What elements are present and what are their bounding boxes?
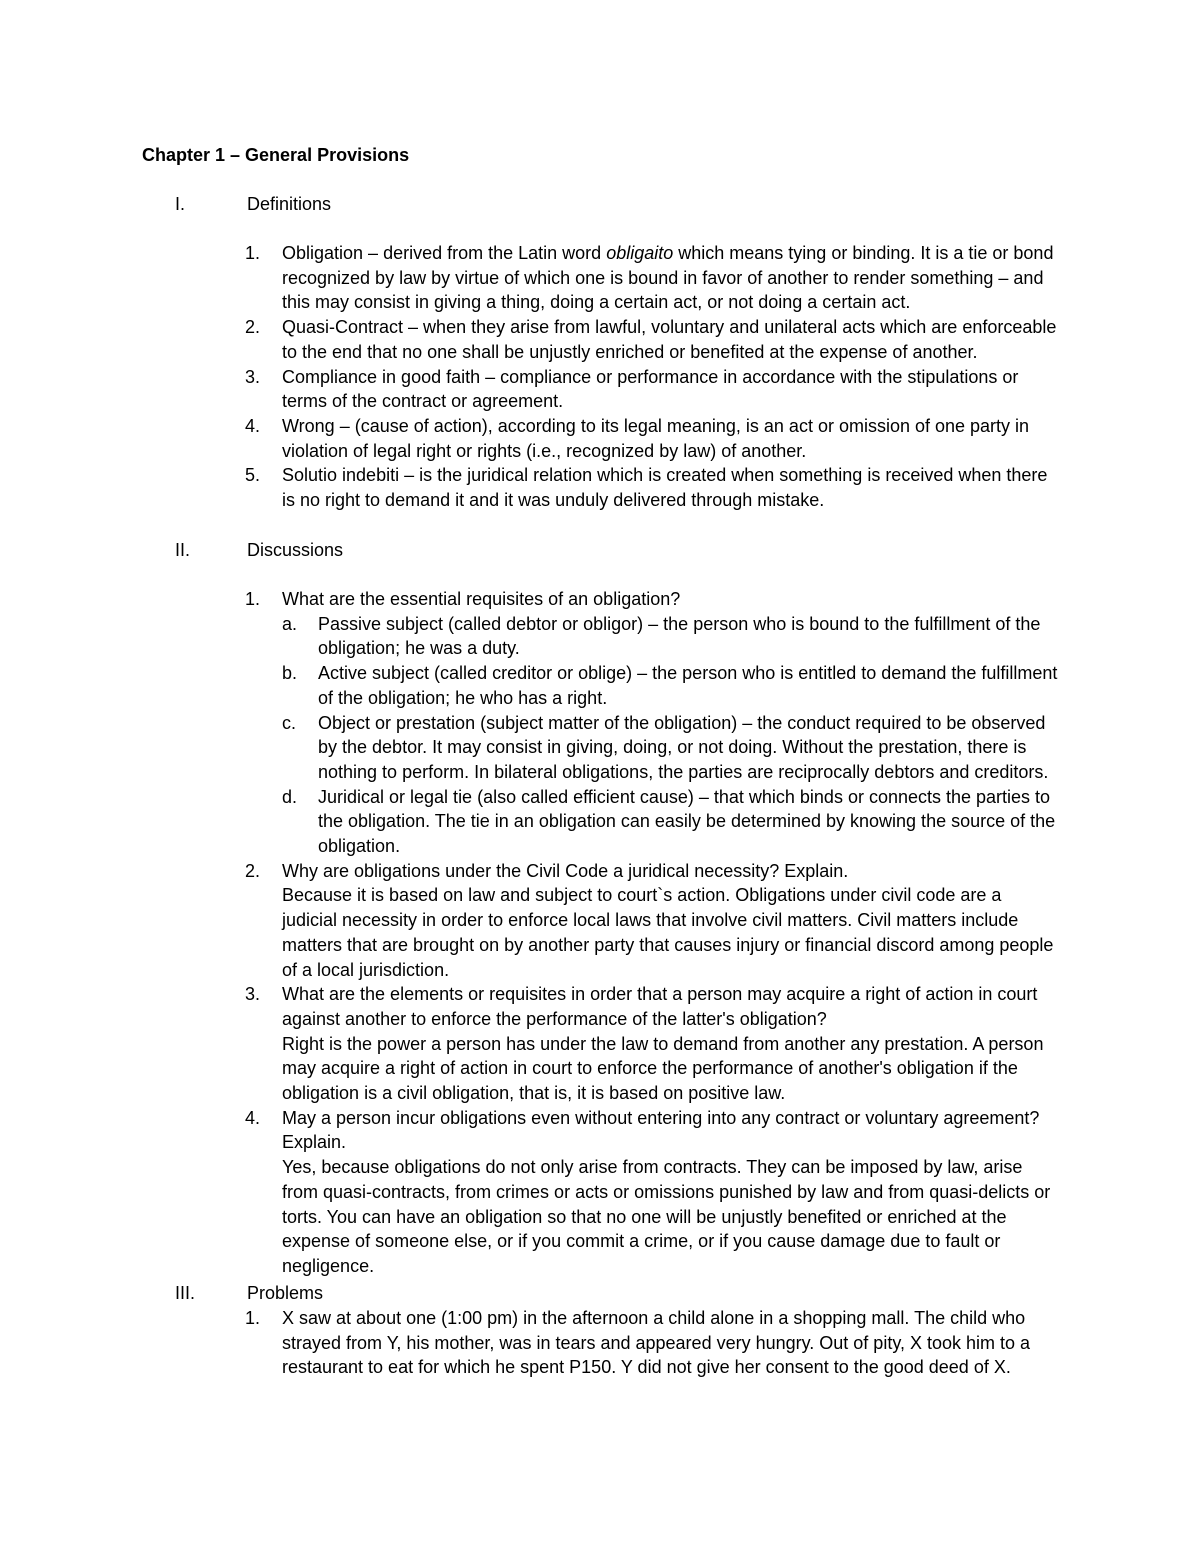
sub-item-letter: c. xyxy=(282,712,297,733)
section-number: III. xyxy=(175,1283,196,1303)
section-heading xyxy=(0,192,1200,217)
sub-item-text: Active subject (called creditor or oblige) – the person who is entitled to demand the fulfillment of the obligation; he who has a right. xyxy=(318,663,1058,708)
item-number: 2. xyxy=(245,317,261,338)
sub-item-letter: d. xyxy=(282,786,298,807)
section-definitions xyxy=(0,192,1200,513)
list-item xyxy=(0,463,1058,512)
sub-item-text: Object or prestation (subject matter of the obligation) – the conduct required to be observed by the debtor. It may consist in giving, doing, or not doing. Without the prestation, there is nothing to perform. In bilateral obligations, the parties are reciprocally debtors and creditors. xyxy=(318,712,1049,782)
definitions-list xyxy=(0,241,1200,513)
list-item xyxy=(0,365,1058,414)
section-problems xyxy=(0,1281,1200,1380)
sub-item xyxy=(282,785,1058,859)
item-emphasis: obligaito xyxy=(606,243,674,263)
section-number: I. xyxy=(175,194,186,214)
list-item xyxy=(0,1106,1058,1279)
chapter-title: Chapter 1 – General Provisions xyxy=(142,145,410,165)
list-item xyxy=(0,859,1058,983)
item-text: Quasi-Contract – when they arise from lawful, voluntary and unilateral acts which are enforceable to the end that no one shall be unjustly enriched or benefited at the expense of another. xyxy=(282,317,1057,362)
sub-item-letter: a. xyxy=(282,613,298,634)
sub-item xyxy=(282,661,1058,710)
item-question: Why are obligations under the Civil Code a juridical necessity? Explain. xyxy=(282,860,849,881)
sub-item xyxy=(282,711,1058,785)
sub-item-text: Passive subject (called debtor or obligor) – the person who is bound to the fulfillment of the obligation; he was a duty. xyxy=(318,613,1041,659)
item-number: 3. xyxy=(245,984,261,1005)
item-number: 1. xyxy=(245,1308,261,1328)
list-item xyxy=(0,241,1058,315)
list-item xyxy=(0,414,1058,463)
section-label: Discussions xyxy=(247,540,344,560)
item-question: What are the elements or requisites in order that a person may acquire a right of action in court against another to enforce the performance of the latter's obligation? xyxy=(282,984,1038,1029)
list-item xyxy=(0,315,1058,364)
item-text: Solutio indebiti – is the juridical relation which is created when something is received when there is no right to demand it and it was unduly delivered through mistake. xyxy=(282,465,1048,511)
item-number: 2. xyxy=(245,860,261,881)
list-item xyxy=(0,982,1058,1106)
section-number: II. xyxy=(175,540,191,560)
section-label: Problems xyxy=(247,1283,324,1303)
item-text: X saw at about one (1:00 pm) in the afternoon a child alone in a shopping mall. The child who strayed from Y, his mother, was in tears and appeared very hungry. Out of pity, X took him to a restaurant to eat for which he spent P150. Y did not give her consent to the good deed of X. xyxy=(282,1308,1031,1378)
item-number: 4. xyxy=(245,1107,261,1128)
item-answer: Because it is based on law and subject to court`s action. Obligations under civil code are a judicial necessity in order to enforce local laws that involve civil matters. Civil matters include matters that are brought on by another party that causes injury or financial discord among people of a local jurisdiction. xyxy=(282,885,1054,980)
item-answer: Yes, because obligations do not only arise from contracts. They can be imposed by law, arise from quasi-contracts, from crimes or acts or omissions punished by law and from quasi-delicts or torts. You can have an obligation so that no one will be unjustly benefited or enriched at the expense of someone else, or if you commit a crime, or if you cause damage due to fault or negligence. xyxy=(282,1157,1051,1276)
problems-list xyxy=(0,1306,1200,1380)
item-question: May a person incur obligations even without entering into any contract or voluntary agreement? Explain. xyxy=(282,1107,1040,1153)
item-text: Obligation – derived from the Latin word xyxy=(282,243,607,263)
item-text: Wrong – (cause of action), according to its legal meaning, is an act or omission of one party in violation of legal right or rights (i.e., recognized by law) of another. xyxy=(282,415,1030,461)
sub-item-text: Juridical or legal tie (also called efficient cause) – that which binds or connects the parties to the obligation. The tie in an obligation can easily be determined by knowing the source of the obligation. xyxy=(318,786,1056,857)
item-text: Compliance in good faith – compliance or performance in accordance with the stipulations or terms of the contract or agreement. xyxy=(282,366,1019,412)
section-label: Definitions xyxy=(247,194,332,214)
list-item xyxy=(0,1306,1058,1380)
discussions-list xyxy=(0,587,1200,1279)
section-heading xyxy=(0,538,1200,563)
sub-item-letter: b. xyxy=(282,663,298,684)
list-item xyxy=(0,587,1058,859)
item-text: which means tying or binding. It is a tie or bond recognized by law by virtue of which one is bound in favor of another to render something – and this may consist in giving a thing, doing a certain act, or not doing a certain act. xyxy=(282,243,1054,313)
item-number: 4. xyxy=(245,415,261,436)
item-number: 3. xyxy=(245,366,261,387)
item-question: What are the essential requisites of an obligation? xyxy=(282,589,681,609)
sub-item xyxy=(282,612,1058,661)
item-number: 1. xyxy=(245,243,261,263)
item-number: 5. xyxy=(245,465,261,486)
section-heading xyxy=(0,1281,1200,1306)
section-discussions xyxy=(0,538,1200,1279)
item-number: 1. xyxy=(245,589,261,609)
item-answer: Right is the power a person has under the law to demand from another any prestation. A person may acquire a right of action in court to enforce the performance of another's obligation if the obligation is a civil obligation, that is, it is based on positive law. xyxy=(282,1033,1044,1104)
